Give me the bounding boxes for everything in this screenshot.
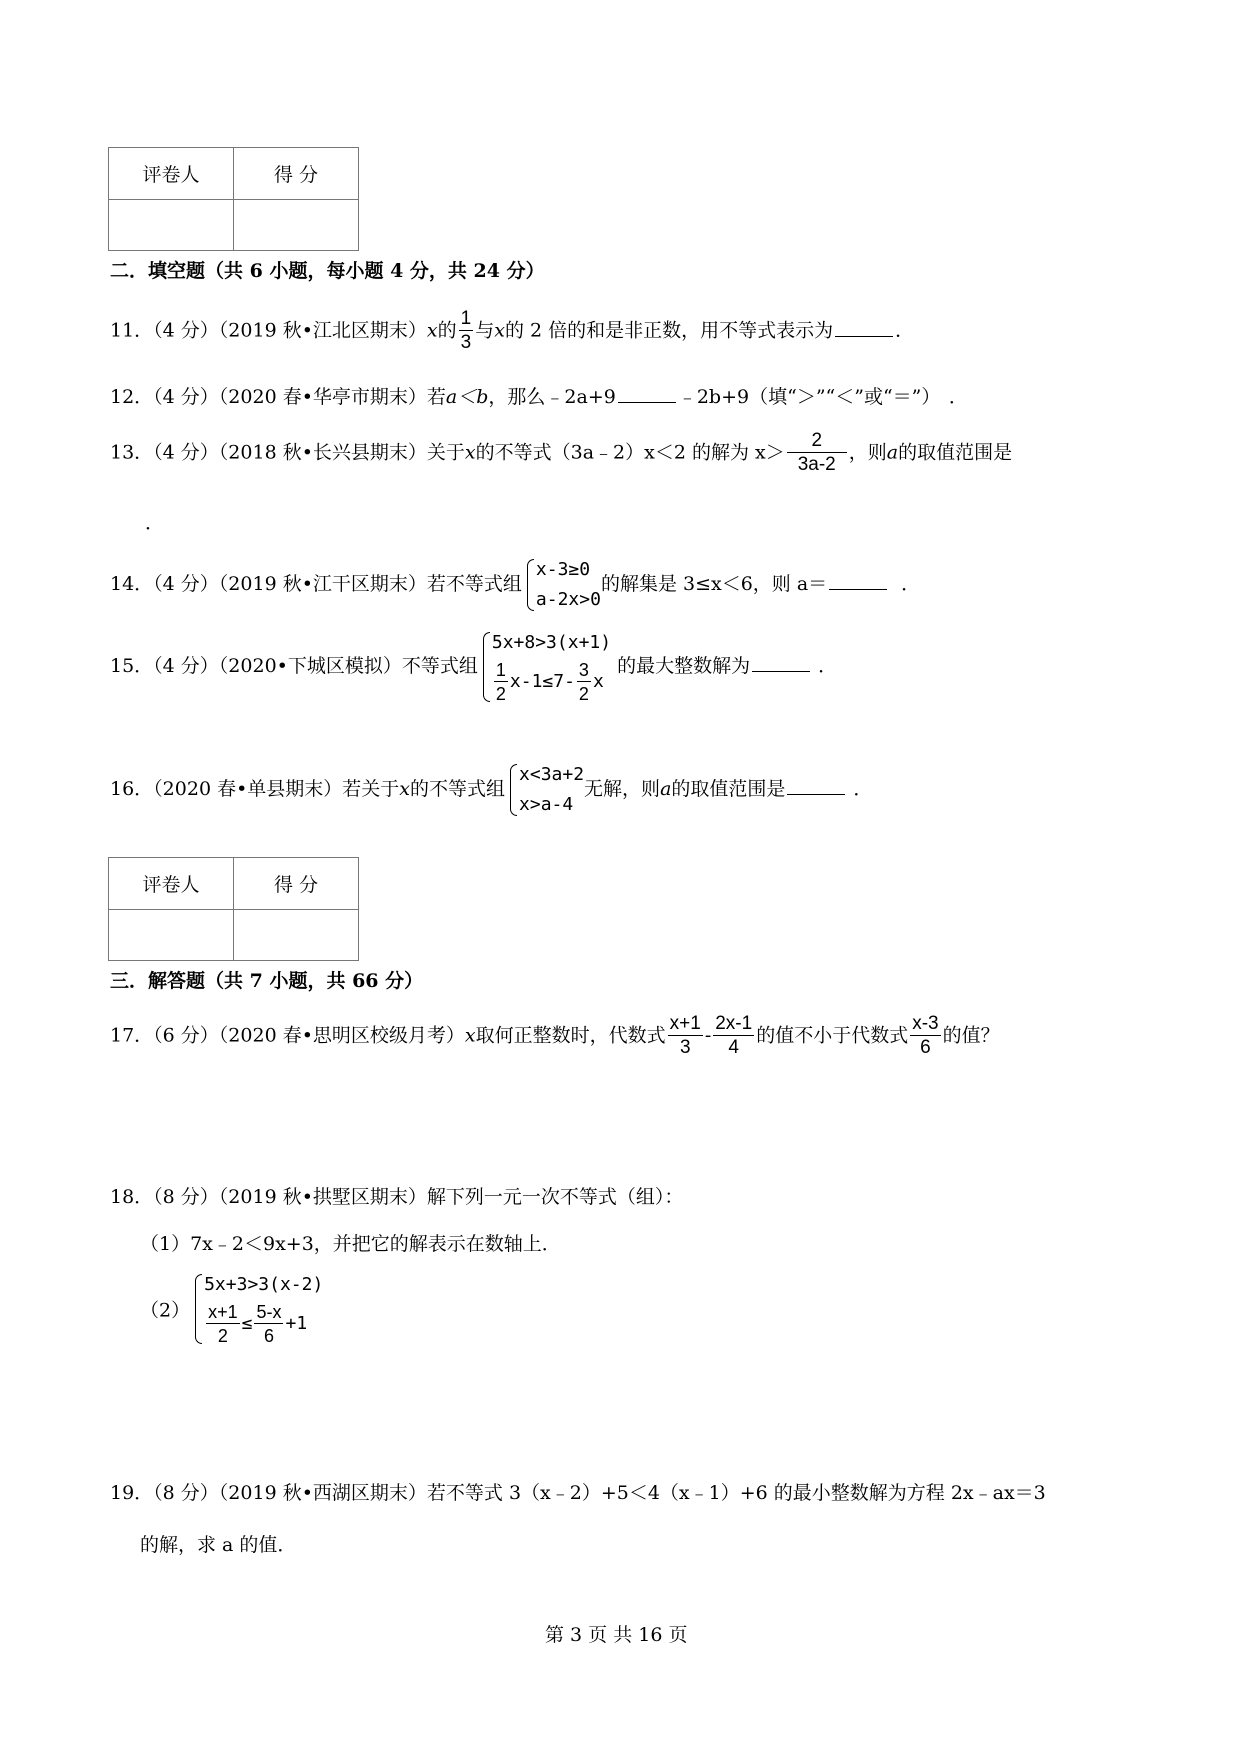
inequality-system: 5x+8>3(x+1) $\frac{1}{2}$ x-1≤7- $\frac{3}{2}$ x (491, 632, 612, 704)
question-17: 17．（6 分）（2020 春•思明区校级月考）x取何正整数时，代数式 $\frac{x+1}{3}$ - $\frac{2x-1}{4}$ 的值不小于代数式 $\frac{x-3}{6}$ 的值？ (110, 1013, 1000, 1058)
question-18-part-1: （1）7x﹣2＜9x+3，并把它的解表示在数轴上． (140, 1233, 561, 1255)
score-header: 得 分 (234, 858, 359, 910)
score-table-1 (108, 147, 359, 251)
answer-blank (618, 384, 676, 403)
grader-cell (109, 910, 234, 961)
answer-blank (787, 776, 845, 795)
question-19-line-2: 的解，求 a 的值． (140, 1534, 297, 1556)
section-3-title: 三．解答题（共 7 小题，共 66 分） (110, 970, 424, 992)
question-19: 19．（8 分）（2019 秋•西湖区期末）若不等式 3（x﹣2）+5＜4（x﹣1）+6 的最小整数解为方程 2x﹣ax＝3 (110, 1482, 1046, 1504)
grader-header: 评卷人 (109, 148, 234, 200)
inequality-system: x-3≥0 a-2x>0 (535, 559, 601, 610)
score-header: 得 分 (234, 148, 359, 200)
grader-cell (109, 200, 234, 251)
answer-blank (835, 318, 893, 337)
score-cell (234, 200, 359, 251)
fraction: $\frac{2}{3a-2}$ (787, 430, 847, 477)
page-number: 第 3 页 共 16 页 (545, 1624, 688, 1646)
inequality-system: 5x+3>3(x-2) $\frac{x+1}{2}$ ≤ $\frac{5-x}{6}$ +1 (204, 1274, 324, 1346)
question-11: 11．（4 分）（2019 秋•江北区期末）x的 $\frac{1}{3}$ 与x的 2 倍的和是非正数，用不等式表示为 ． (110, 308, 915, 353)
question-13-end: ． (145, 512, 165, 534)
section-2-title: 二．填空题（共 6 小题，每小题 4 分，共 24 分） (110, 260, 545, 282)
grader-header: 评卷人 (109, 858, 234, 910)
question-18-part-2: （2） 5x+3>3(x-2) $\frac{x+1}{2}$ ≤ $\frac{5-x}{6}$ +1 (140, 1270, 323, 1348)
question-15: 15．（4 分）（2020•下城区模拟）不等式组 5x+8>3(x+1) $\frac{1}{2}$ x-1≤7- $\frac{3}{2}$ x 的最大整数解为 ． (110, 628, 837, 706)
question-16: 16．（2020 春•单县期末）若关于x的不等式组 x<3a+2 x>a-4 无解，则a的取值范围是 ． (110, 760, 872, 820)
answer-blank (829, 571, 887, 590)
question-14: 14．（4 分）（2019 秋•江干区期末）若不等式组 x-3≥0 a-2x>0 的解集是 3≤x＜6，则 a＝ ． (110, 555, 920, 615)
question-13: 13．（4 分）（2018 秋•长兴县期末）关于x的不等式（3a﹣2）x＜2 的解为 x＞ $\frac{2}{3a-2}$ ，则a的取值范围是 (110, 430, 1013, 475)
answer-blank (752, 653, 810, 672)
inequality-system: x<3a+2 x>a-4 (519, 764, 585, 815)
score-cell (234, 910, 359, 961)
question-18: 18．（8 分）（2019 秋•拱墅区期末）解下列一元一次不等式（组）： (110, 1186, 684, 1208)
question-12: 12．（4 分）（2020 春•华亭市期末）若a＜b，那么﹣2a+9 ﹣2b+9（填“＞”“＜”或“＝”） ． (110, 386, 968, 408)
fraction: $\frac{1}{3}$ (460, 308, 472, 353)
score-table-2 (108, 857, 359, 961)
